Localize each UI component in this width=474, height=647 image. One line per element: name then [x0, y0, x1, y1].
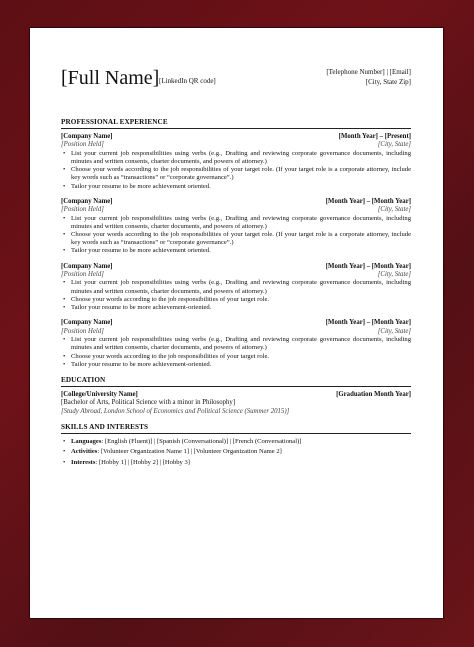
skills-activities: [71, 448, 411, 456]
job-location: [City, State]: [377, 206, 411, 214]
experience-list: [61, 133, 411, 369]
interests-label: Interests: [71, 458, 96, 466]
job-location: [City, State]: [377, 327, 411, 335]
job-entry: [61, 198, 411, 256]
languages-value: : [English (Fluent)] | [Spanish (Conversational)] | [French (Conversational)]: [101, 438, 302, 446]
activities-value: : [Volunteer Organization Name 1] | [Volunteer Organization Name 2]: [97, 448, 282, 456]
job-dates: [Month Year] – [Month Year]: [325, 319, 411, 327]
job-bullets: [61, 150, 411, 191]
study-abroad: [Study Abroad, London School of Economics and Political Science (Summer 2015)]: [61, 407, 290, 415]
education-entry: [61, 391, 411, 416]
full-name: [Full Name]: [61, 67, 160, 89]
job-bullet: • Choose your words according to the job responsibilities of your target role.: [71, 353, 411, 361]
job-location: [City, State]: [377, 271, 411, 279]
linkedin-qr-placeholder: [LinkedIn QR code]: [159, 77, 216, 85]
experience-heading: PROFESSIONAL EXPERIENCE: [61, 118, 411, 129]
contact-address: [City, State Zip]: [365, 78, 411, 86]
skills-languages: [71, 438, 411, 446]
contact-info: [326, 67, 411, 87]
job-dates: [Month Year] – [Present]: [338, 133, 411, 140]
job-bullet: • List your current job responsibilities using verbs (e.g., Drafting and reviewing corporate governance documents, including minutes and written consents, charter documents, and powers of attorney.): [71, 215, 411, 231]
job-bullet: • Tailor your resume to be more achievement-oriented.: [71, 361, 411, 369]
company-name: [Company Name]: [61, 262, 113, 270]
job-entry: [61, 319, 411, 369]
job-location: [City, State]: [377, 141, 411, 149]
job-dates: [Month Year] – [Month Year]: [325, 197, 411, 205]
job-bullet: • Choose your words according to the job responsibilities of your target role. (If your target role is a corporate attorney, include key words such as “transactions” or “corporate governance”.): [71, 231, 411, 247]
school-name: [College/University Name]: [61, 390, 138, 398]
activities-label: Activities: [71, 448, 98, 456]
job-bullet: • Tailor your resume to be more achievement oriented.: [71, 247, 411, 255]
company-name: [Company Name]: [61, 319, 113, 327]
skills-heading: SKILLS AND INTERESTS: [61, 423, 411, 434]
job-bullet: • List your current job responsibilities using verbs (e.g., Drafting and reviewing corporate governance documents, including minutes and written consents, charter documents, and powers of attorney.): [71, 150, 411, 166]
position-held: [Position Held]: [61, 327, 104, 335]
education-heading: EDUCATION: [61, 376, 411, 387]
position-held: [Position Held]: [61, 271, 104, 279]
degree: [Bachelor of Arts, Political Science with a minor in Philosophy]: [61, 399, 236, 407]
job-bullet: • List your current job responsibilities using verbs (e.g., Drafting and reviewing corporate governance documents, including minutes and written consents, charter documents, and powers of attorney.): [71, 279, 411, 295]
company-name: [Company Name]: [61, 197, 113, 205]
languages-label: Languages: [71, 438, 102, 446]
job-entry: [61, 133, 411, 191]
job-bullet: • Tailor your resume to be more achievement-oriented.: [71, 304, 411, 312]
resume-header: [61, 66, 411, 118]
job-bullet: • Choose your words according to the job responsibilities of your target role. (If your target role is a corporate attorney, include key words such as “transactions” or “corporate governance”.): [71, 166, 411, 182]
job-dates: [Month Year] – [Month Year]: [325, 262, 411, 270]
job-bullet: • Tailor your resume to be more achievement oriented.: [71, 183, 411, 191]
skills-list: [61, 438, 411, 467]
job-bullets: [61, 215, 411, 256]
position-held: [Position Held]: [61, 141, 104, 149]
graduation-date: [Graduation Month Year]: [336, 390, 411, 398]
contact-phone-email: [Telephone Number] | [Email]: [326, 68, 411, 76]
interests-value: : [Hobby 1] | [Hobby 2] | [Hobby 3]: [95, 458, 190, 466]
company-name: [Company Name]: [61, 133, 113, 140]
skills-interests: [71, 459, 411, 467]
job-bullet: • Choose your words according to the job responsibilities of your target role.: [71, 296, 411, 304]
job-bullets: [61, 279, 411, 312]
job-bullet: • List your current job responsibilities using verbs (e.g., Drafting and reviewing corporate governance documents, including minutes and written consents, charter documents, and powers of attorney.): [71, 336, 411, 352]
resume-page: [30, 28, 443, 618]
job-entry: [61, 263, 411, 313]
position-held: [Position Held]: [61, 206, 104, 214]
job-bullets: [61, 336, 411, 369]
